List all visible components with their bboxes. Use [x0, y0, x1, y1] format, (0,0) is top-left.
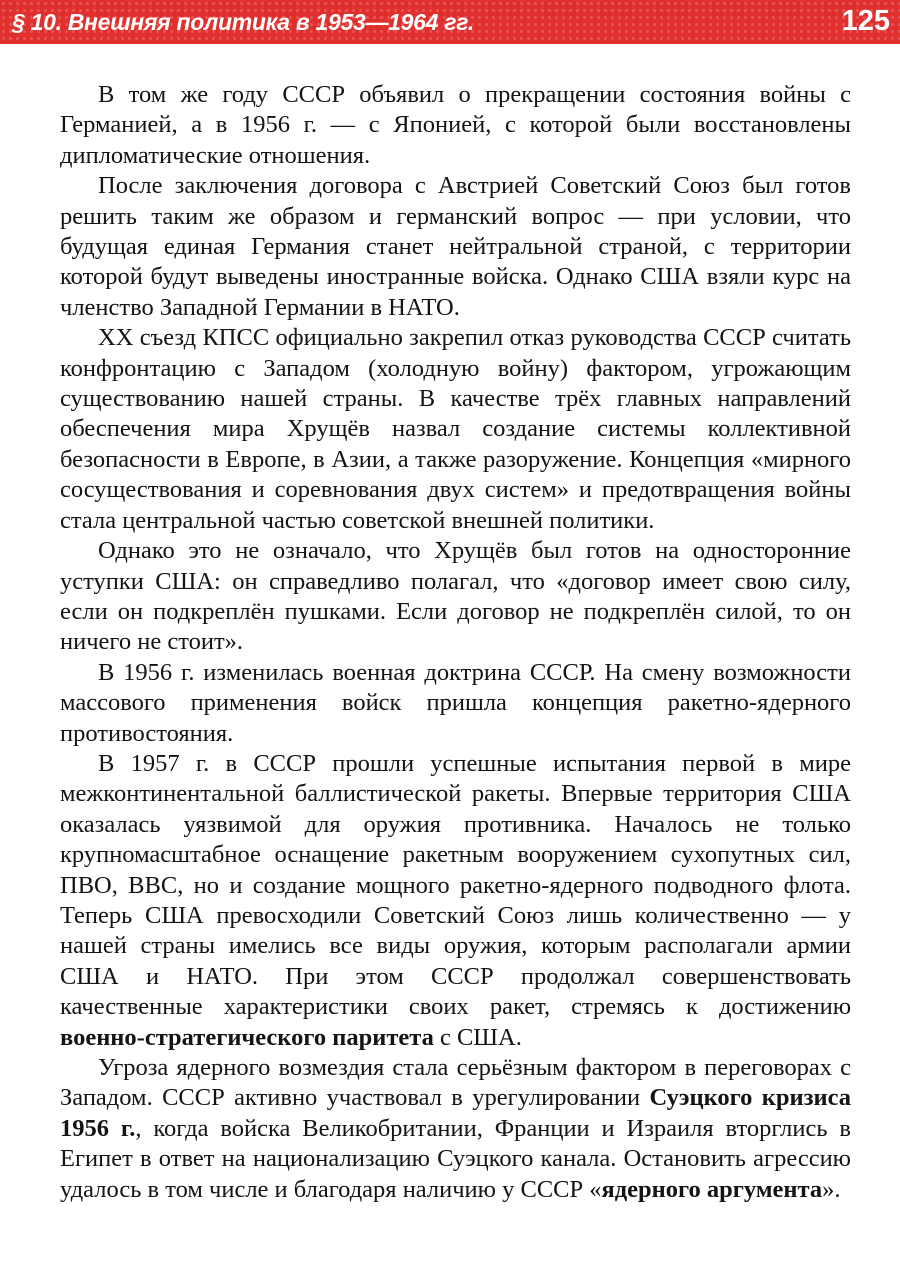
paragraph-2	[60, 171, 851, 323]
paragraph-5	[60, 658, 851, 749]
chapter-header-bar	[0, 0, 900, 44]
chapter-title: § 10. Внешняя политика в 1953—1964 гг.	[12, 9, 474, 35]
paragraph-text: , когда войска Великобритании, Франции и Израиля вторглись в Египет в ответ на национализацию Суэцкого канала. Остановить агрессию удалось в том числе и благодаря наличию у СССР «	[60, 1114, 851, 1203]
paragraph-3	[60, 323, 851, 536]
key-term: военно-стратегического паритета	[60, 1023, 434, 1051]
paragraph-text: В 1957 г. в СССР прошли успешные испытания первой в мире межконтинентальной баллистической ракеты. Впервые территория США оказалась уязвимой для оружия противника. Началось не только крупномасштабное оснащение ракетным вооружением сухопутных сил, ПВО, ВВС, но и создание мощного ракетно-ядерного подводного флота. Теперь США превосходили Советский Союз лишь количественно — у нашей страны имелись все виды оружия, которым располагали армии США и НАТО. При этом СССР продолжал совершенствовать качественные характеристики своих ракет, стремясь к достижению	[60, 749, 851, 1021]
paragraph-4	[60, 536, 851, 658]
paragraph-7	[60, 1053, 851, 1205]
paragraph-text: После заключения договора с Австрией Советский Союз был готов решить таким же образом и германский вопрос — при условии, что будущая единая Германия станет нейтральной страной, с территории которой будут выведены иностранные войска. Однако США взяли курс на членство Западной Германии в НАТО.	[60, 172, 851, 321]
page-number: 125	[841, 5, 890, 37]
body-text	[60, 80, 851, 1205]
paragraph-text: В том же году СССР объявил о прекращении состояния войны с Германией, а в 1956 г. — с Японией, с которой были восстановлены дипломатические отношения.	[60, 81, 851, 169]
paragraph-1	[60, 80, 851, 171]
paragraph-6	[60, 749, 851, 1053]
paragraph-text: В 1956 г. изменилась военная доктрина СССР. На смену возможности массового применения войск пришла концепция ракетно-ядерного противостояния.	[60, 658, 851, 747]
paragraph-text: Однако это не означало, что Хрущёв был готов на односторонние уступки США: он справедливо полагал, что «договор имеет свою силу, если он подкреплён пушками. Если договор не подкреплён силой, то он ничего не стоит».	[60, 537, 851, 656]
key-term: ядерного аргумента	[601, 1175, 823, 1203]
paragraph-text: XX съезд КПСС официально закрепил отказ руководства СССР считать конфронтацию с Западом (холодную войну) фактором, угрожающим существованию нашей страны. В качестве трёх главных направлений обеспечения мира Хрущёв назвал создание системы коллективной безопасности в Европе, в Азии, а также разоружение. Концепция «мирного сосуществования и соревнования двух систем» и предотвращения войны стала центральной частью советской внешней политики.	[60, 324, 851, 534]
key-term: Суэцкого кризиса 1956 г.	[60, 1084, 852, 1142]
paragraph-text: с США.	[433, 1023, 522, 1051]
paragraph-text: Угроза ядерного возмездия стала серьёзным фактором в переговорах с Западом. СССР активно участвовал в урегулировании	[60, 1054, 851, 1112]
paragraph-text: ».	[822, 1175, 841, 1203]
